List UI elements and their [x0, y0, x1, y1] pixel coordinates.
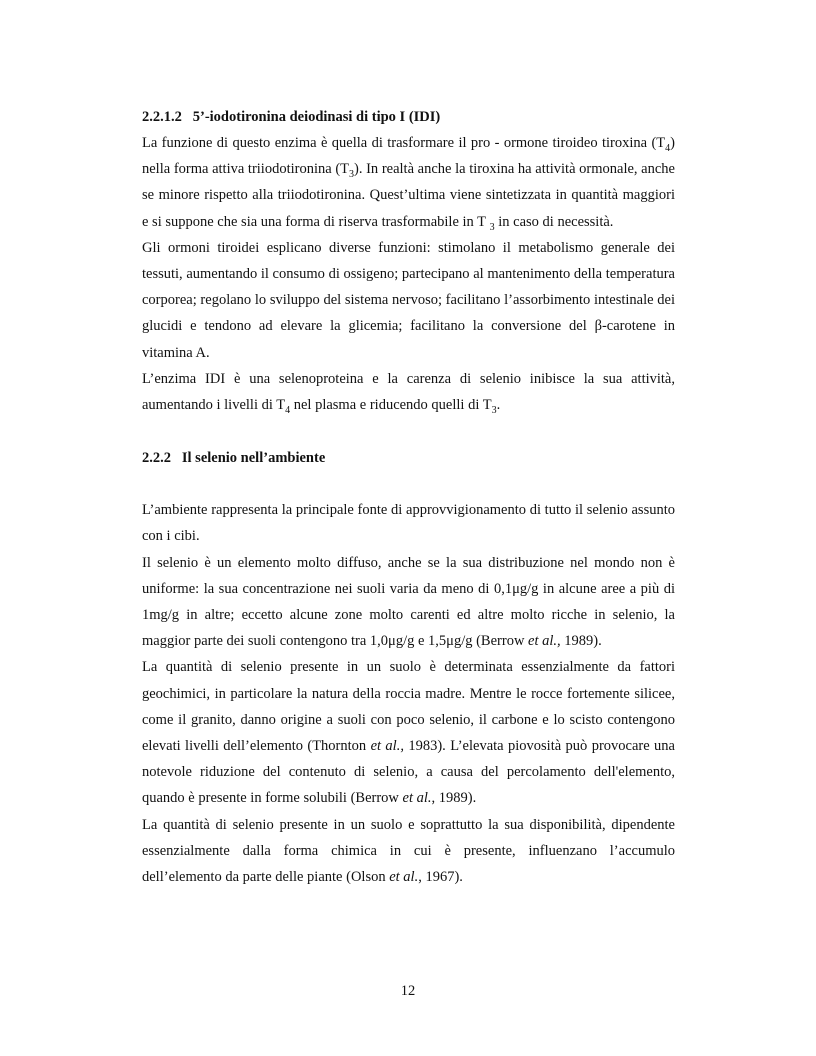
- section-number: 2.2.1.2: [142, 109, 182, 125]
- text-run: , 1967).: [418, 869, 463, 886]
- section-title: 5’-iodotironina deiodinasi di tipo I (IDI): [192, 109, 441, 125]
- subscript: 4: [285, 405, 291, 417]
- citation-etal: et al.: [402, 790, 432, 807]
- paragraph-enzyme-function: [142, 130, 675, 235]
- section-title: Il selenio nell’ambiente: [181, 450, 326, 467]
- greek-symbol: β: [594, 318, 602, 335]
- text-run: g/g (Berrow: [453, 633, 529, 650]
- text-run: La quantità di selenio presente in un suolo è determinata essenzialmente da fattori geochimici, in particolare la natura della roccia madre. Mentre le rocce fortemente silicee, come il granito, danno origine a suoli con poco selenio, il carbone e lo scisto contengono elevati livelli dell’elemento (Thornton: [142, 659, 675, 755]
- greek-symbol: μ: [512, 580, 520, 597]
- text-run: ) nella forma attiva triiodotironina (T: [142, 135, 675, 178]
- text-run: 1989).: [560, 633, 602, 650]
- section-heading-selenium: [142, 445, 675, 471]
- text-run: in caso di necessità.: [494, 213, 614, 230]
- paragraph-environment: L’ambiente rappresenta la principale fonte di approvvigionamento di tutto il selenio assunto con i cibi.: [142, 502, 675, 545]
- section-number: 2.2.2: [142, 450, 171, 467]
- paragraph-distribution: [142, 550, 675, 655]
- page-number: 12: [400, 983, 416, 999]
- text-run: Il selenio è un elemento molto diffuso, anche se la sua distribuzione nel mondo non è uniforme: la sua concentrazione nei suoli varia da meno di 0,1: [142, 554, 675, 597]
- citation-etal: et al.: [389, 869, 419, 886]
- text-run: -carotene in vitamina A.: [142, 318, 675, 361]
- citation-etal: et al.,: [370, 738, 404, 755]
- subscript: 3: [491, 405, 497, 417]
- subscript: 4: [665, 143, 671, 154]
- text-run: ). In realtà anche la tiroxina ha attività ormonale, anche se minore rispetto alla triiodotironina. Quest’ultima viene sintetizzata in quantità maggiori e si suppone che sia una forma di riserva trasformabile in T: [142, 161, 675, 230]
- text-run: , 1989).: [431, 790, 477, 807]
- text-run: La quantità di selenio presente in un suolo e soprattutto la sua disponibilità, dipendente essenzialmente dalla forma chimica in cui è presente, influenzano l’accumulo dell’elemento da parte delle piante (Olson: [142, 816, 675, 886]
- text-run: nel plasma e riducendo quelli di T: [290, 397, 492, 414]
- text-run: .: [496, 397, 501, 414]
- subscript: 3: [489, 221, 495, 233]
- spacer: [142, 471, 675, 497]
- text-run: La funzione di questo enzima è quella di trasformare il pro - ormone tiroideo tiroxina (T: [142, 135, 666, 151]
- citation-etal: et al.,: [528, 633, 561, 650]
- text-run: g/g e 1,5: [395, 633, 447, 650]
- paragraph-soil-geochemistry: [142, 654, 675, 811]
- greek-symbol: μ: [388, 633, 396, 650]
- text-run: 1983). L’elevata piovosità può provocare una notevole riduzione del contenuto di selenio, a causa del percolamento dell'elemento, quando è presente in forme solubili (Berrow: [142, 738, 675, 807]
- spacer: [142, 418, 675, 445]
- paragraph-availability: [142, 812, 675, 891]
- text-run: Gli ormoni tiroidei esplicano diverse funzioni: stimolano il metabolismo generale dei tessuti, aumentando il consumo di ossigeno; partecipano al mantenimento della temperatura corporea; regolano lo sviluppo del sistema nervoso; facilitano l’assorbimento intestinale dei glucidi e tendono ad elevare la glicemia; facilitano la conversione del: [142, 239, 675, 335]
- section-heading-idi: [142, 104, 675, 130]
- text-run: g/g in alcune aree a più di 1mg/g in altre; eccetto alcune zone molto carenti ed altre molto ricche in selenio, la maggior parte dei suoli contengono tra 1,0: [142, 580, 675, 650]
- paragraph-thyroid-functions: [142, 235, 675, 366]
- text-run: L’enzima IDI è una selenoproteina e la carenza di selenio inibisce la sua attività, aumentando i livelli di T: [142, 370, 675, 414]
- document-page: [142, 104, 675, 890]
- subscript: 3: [349, 169, 355, 181]
- greek-symbol: μ: [446, 633, 454, 650]
- paragraph-selenoprotein: [142, 366, 675, 418]
